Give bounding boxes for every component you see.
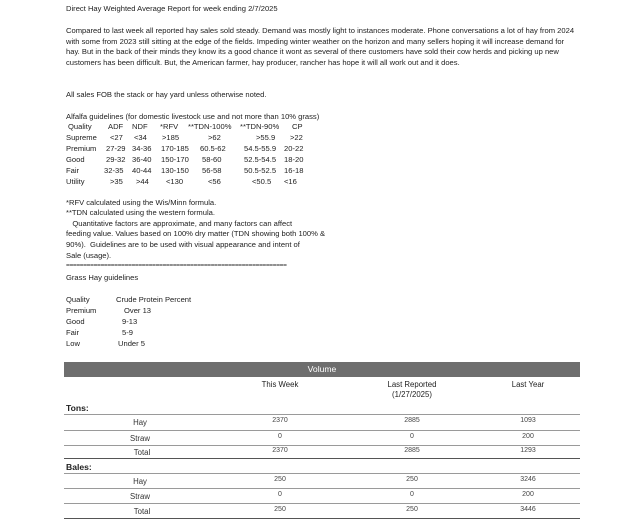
alfalfa-cell: Good: [66, 155, 85, 164]
alfalfa-col-ndf: NDF: [132, 122, 148, 131]
grass-cell: Under 5: [118, 339, 146, 348]
report-title: Direct Hay Weighted Average Report for week ending 2/7/2025: [66, 4, 278, 13]
divider: [64, 473, 580, 474]
factors-note-line: feeding value. Values based on 100% dry matter (TDN showing both 100% &: [66, 229, 326, 238]
grass-col-quality: Quality: [66, 295, 90, 304]
alfalfa-col-rfv: *RFV: [160, 122, 179, 131]
alfalfa-cell: Fair: [66, 166, 80, 175]
alfalfa-cell: 16-18: [284, 166, 304, 175]
row-label: Straw: [130, 434, 150, 443]
alfalfa-cell: 20-22: [284, 144, 304, 153]
alfalfa-cell: >62: [208, 133, 221, 142]
divider: [64, 518, 580, 519]
grass-heading: Grass Hay guidelines: [66, 273, 139, 282]
alfalfa-cell: <130: [166, 177, 184, 186]
alfalfa-cell: Premium: [66, 144, 97, 153]
factors-note-line: Sale (usage).: [66, 251, 112, 260]
col-this-week: This Week: [261, 380, 299, 389]
alfalfa-cell: >185: [162, 133, 180, 142]
alfalfa-cell: 58-60: [202, 155, 222, 164]
alfalfa-cell: 50.5-52.5: [244, 166, 277, 175]
alfalfa-cell: 29-32: [106, 155, 126, 164]
alfalfa-cell: 40-44: [132, 166, 152, 175]
factors-note-line: 90%). Guidelines are to be used with visual appearance and intent of: [66, 240, 300, 249]
alfalfa-col-cp: CP: [292, 122, 303, 131]
grass-cell: Over 13: [124, 306, 152, 315]
factors-note-line: Quantitative factors are approximate, and many factors can affect: [66, 219, 293, 228]
divider: [64, 488, 580, 489]
divider: [64, 458, 580, 459]
value-cell: 3246: [520, 476, 536, 483]
value-cell: 0: [410, 433, 414, 440]
rfv-note: *RFV calculated using the Wis/Minn formula.: [66, 198, 217, 207]
value-cell: 3446: [520, 506, 536, 513]
alfalfa-cell: <56: [208, 177, 221, 186]
value-cell: 2885: [404, 417, 420, 424]
section-label-tons: Tons:: [66, 403, 89, 413]
alfalfa-cell: 170-185: [161, 144, 189, 153]
value-cell: 0: [278, 491, 282, 498]
divider: [64, 430, 580, 431]
alfalfa-cell: Supreme: [66, 133, 97, 142]
row-label: Straw: [130, 492, 150, 501]
value-cell: 0: [410, 491, 414, 498]
row-label: Hay: [133, 418, 147, 427]
section-divider: ================================================================: [66, 262, 287, 269]
tdn-note: **TDN calculated using the western formula.: [66, 208, 215, 217]
row-label: Total: [133, 448, 151, 457]
alfalfa-cell: <50.5: [252, 177, 272, 186]
alfalfa-cell: 36-40: [132, 155, 152, 164]
grass-col-protein: Crude Protein Percent: [116, 295, 192, 304]
col-last-reported: Last Reported (1/27/2025): [387, 380, 437, 399]
grass-cell: Low: [66, 339, 80, 348]
row-label: Total: [133, 507, 151, 516]
alfalfa-cell: <34: [134, 133, 147, 142]
value-cell: 2370: [272, 417, 288, 424]
alfalfa-cell: <16: [284, 177, 297, 186]
alfalfa-cell: 52.5-54.5: [244, 155, 277, 164]
alfalfa-cell: >44: [136, 177, 149, 186]
row-label: Hay: [133, 477, 147, 486]
value-cell: 250: [274, 506, 286, 513]
alfalfa-cell: >35: [110, 177, 123, 186]
alfalfa-col-quality: Quality: [68, 122, 92, 131]
value-cell: 200: [522, 433, 534, 440]
value-cell: 250: [274, 476, 286, 483]
value-cell: 250: [406, 476, 418, 483]
alfalfa-cell: 18-20: [284, 155, 304, 164]
col-last-year: Last Year: [511, 380, 545, 389]
alfalfa-heading: Alfalfa guidelines (for domestic livestock use and not more than 10% grass): [66, 112, 320, 121]
alfalfa-cell: <27: [110, 133, 123, 142]
grass-cell: Premium: [66, 306, 97, 315]
alfalfa-cell: 34-36: [132, 144, 152, 153]
section-label-bales: Bales:: [66, 462, 92, 472]
grass-cell: 5-9: [122, 328, 133, 337]
value-cell: 200: [522, 491, 534, 498]
alfalfa-cell: 32-35: [104, 166, 124, 175]
alfalfa-cell: >22: [290, 133, 303, 142]
alfalfa-cell: >55.9: [256, 133, 276, 142]
alfalfa-cell: 150-170: [161, 155, 189, 164]
alfalfa-cell: 56-58: [202, 166, 222, 175]
divider: [64, 414, 580, 415]
alfalfa-cell: 130-150: [161, 166, 189, 175]
market-summary: Compared to last week all reported hay sales sold steady. Demand was mostly light to instances moderate. Phone conversations a lot of hay from 2024 with some from 2023 still sitting at the edge of the fields. Impeding winter weather on the horizon and many sellers hoping it will increase demand for hay. But in the back of their minds they know its a good chance it wont as several of there customers have sold their cow herds and picking up new customers has been difficult. But, the American farmer, hay producer, rancher has hope it will all work out and it does.: [66, 26, 575, 67]
value-cell: 1093: [520, 417, 536, 424]
value-cell: 1293: [520, 447, 536, 454]
alfalfa-col-tdn90: **TDN-90%: [240, 122, 280, 131]
alfalfa-cell: Utility: [66, 177, 85, 186]
alfalfa-col-adf: ADF: [108, 122, 124, 131]
value-cell: 2370: [272, 447, 288, 454]
grass-cell: 9-13: [122, 317, 138, 326]
value-cell: 2885: [404, 447, 420, 454]
alfalfa-cell: 60.5-62: [200, 144, 226, 153]
grass-cell: Good: [66, 317, 85, 326]
grass-cell: Fair: [66, 328, 80, 337]
value-cell: 0: [278, 433, 282, 440]
fob-note: All sales FOB the stack or hay yard unless otherwise noted.: [66, 90, 267, 99]
alfalfa-col-tdn100: **TDN-100%: [188, 122, 232, 131]
alfalfa-cell: 27-29: [106, 144, 126, 153]
volume-header-bar: Volume: [64, 362, 580, 377]
divider: [64, 503, 580, 504]
alfalfa-cell: 54.5-55.9: [244, 144, 277, 153]
value-cell: 250: [406, 506, 418, 513]
